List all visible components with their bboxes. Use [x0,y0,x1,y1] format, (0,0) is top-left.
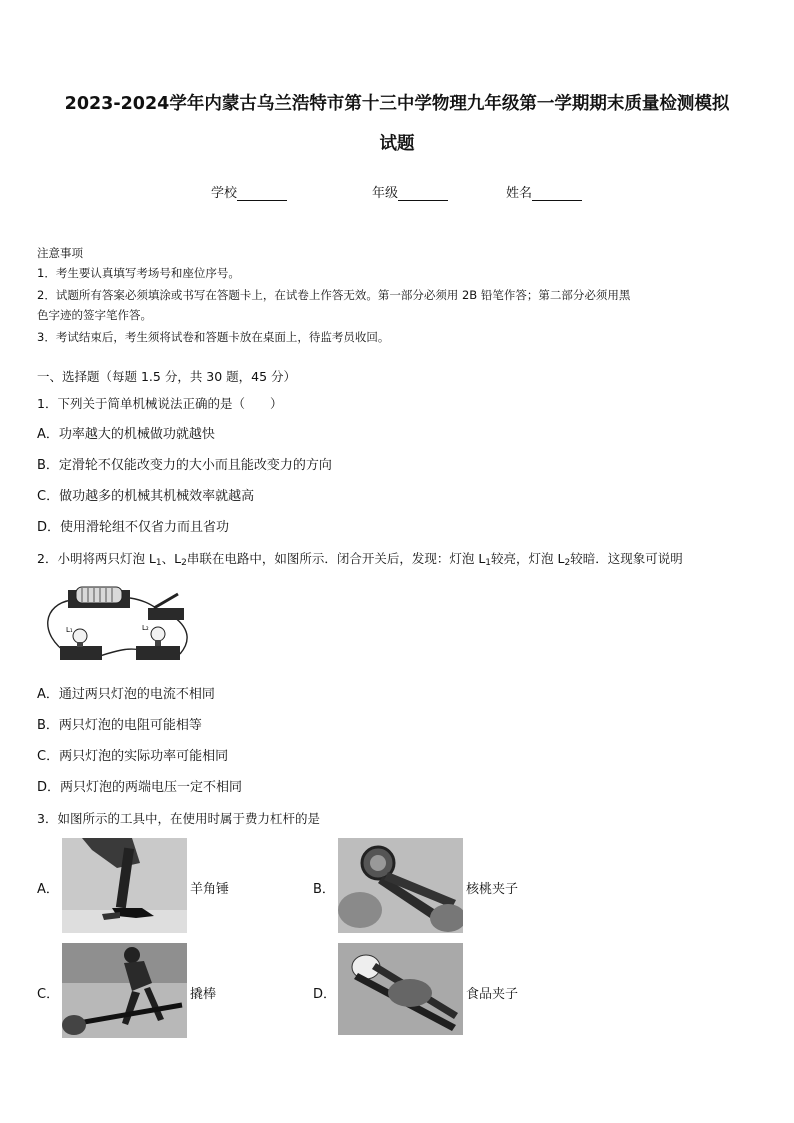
food-tongs-photo [338,943,463,1035]
q3-option-c-label: 撬棒 [190,987,217,1002]
q3-option-d-letter[interactable]: D． [313,987,337,1002]
q2-option-b[interactable]: B．两只灯泡的电阻可能相等 [37,718,202,733]
school-blank[interactable] [237,186,287,201]
q2-option-d[interactable]: D．两只灯泡的两端电压一定不相同 [37,780,243,795]
q3-stem: 3．如图所示的工具中，在使用时属于费力杠杆的是 [37,811,320,826]
nutcracker-photo [338,838,463,933]
q1-option-d[interactable]: D．使用滑轮组不仅省力而且省功 [37,520,230,535]
q3-option-c-letter[interactable]: C． [37,987,60,1002]
exam-title-line1: 2023-2024学年内蒙古乌兰浩特市第十三中学物理九年级第一学期期末质量检测模拟 [64,94,730,114]
q1-option-c[interactable]: C．做功越多的机械其机械效率就越高 [37,489,255,504]
school-label: 学校 [211,186,238,201]
q2-stem: 2．小明将两只灯泡 $L_1$、$L_2$串联在电路中，如图所示．闭合开关后，发现：灯泡 $L_1$较亮，灯泡 $L_2$较暗．这现象可说明 [37,551,683,568]
claw-hammer-icon [62,838,187,933]
q3-option-d-label: 食品夹子 [466,987,519,1002]
grade-label: 年级 [372,186,399,201]
notes-item-1: 1．考生要认真填写考场号和座位序号。 [37,266,240,280]
q1-stem: 1．下列关于简单机械说法正确的是（ ） [37,396,283,411]
notes-item-2b: 色字迹的签字笔作答。 [37,308,152,322]
crowbar-photo [62,943,187,1038]
notes-item-3: 3．考试结束后，考生须将试卷和答题卡放在桌面上，待监考员收回。 [37,330,390,344]
section1-heading: 一、选择题（每题 1.5 分，共 30 题，45 分） [37,369,297,384]
crowbar-icon [62,943,187,1038]
grade-blank[interactable] [398,186,448,201]
bulb-l1-label: L₁ [66,626,73,634]
notes-heading: 注意事项 [37,246,83,260]
name-field[interactable] [506,182,582,201]
school-field[interactable] [211,182,287,201]
name-blank[interactable] [532,186,582,201]
claw-hammer-photo [62,838,187,933]
food-tongs-icon [338,943,463,1035]
q3-option-b-label: 核桃夹子 [466,882,519,897]
nutcracker-icon [338,838,463,933]
circuit-diagram [38,584,210,664]
exam-title-line2: 试题 [379,134,415,154]
bulb-l2-label: L₂ [142,624,149,632]
grade-field[interactable] [372,182,448,201]
q3-option-a-label: 羊角锤 [190,882,230,897]
q2-option-c[interactable]: C．两只灯泡的实际功率可能相同 [37,749,229,764]
q3-option-a-letter[interactable]: A． [37,882,59,897]
q1-option-a[interactable]: A．功率越大的机械做功就越快 [37,427,215,442]
q3-option-b-letter[interactable]: B． [313,882,335,897]
notes-item-2a: 2．试题所有答案必须填涂或书写在答题卡上，在试卷上作答无效。第一部分必须用 2B 铅笔作答；第二部分必须用黑 [37,288,631,302]
battery-icon [68,587,130,608]
q2-option-a[interactable]: A．通过两只灯泡的电流不相同 [37,687,215,702]
name-label: 姓名 [506,186,533,201]
q1-option-b[interactable]: B．定滑轮不仅能改变力的大小而且能改变力的方向 [37,458,332,473]
